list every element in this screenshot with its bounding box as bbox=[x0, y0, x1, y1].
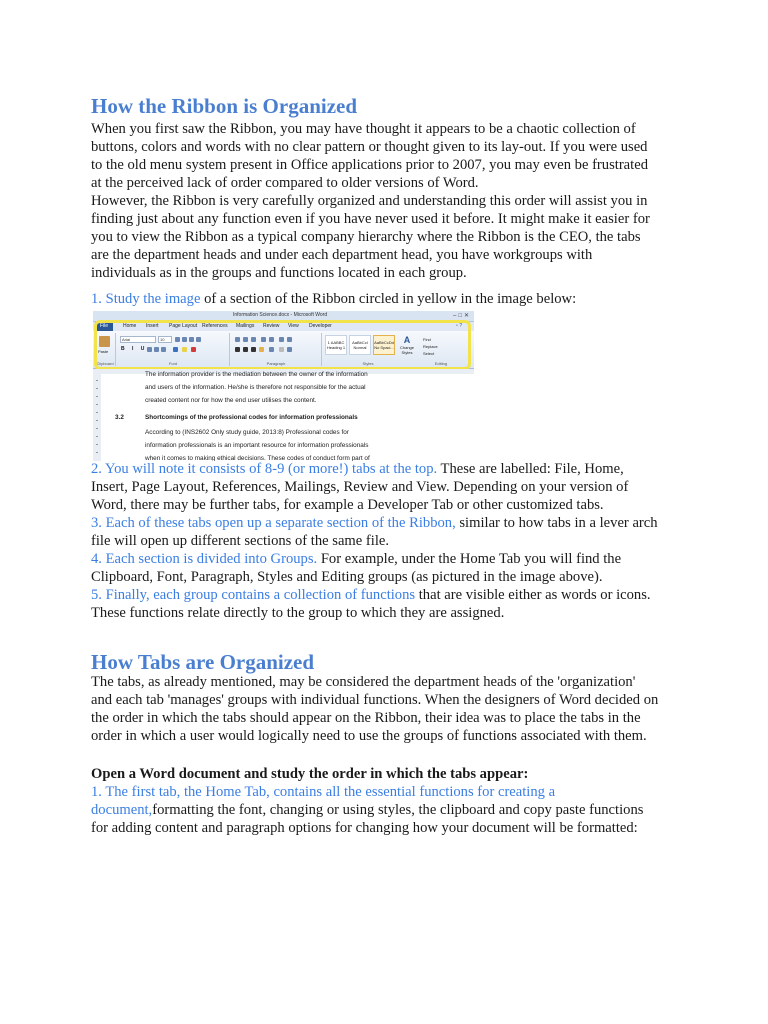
text-line: file will open up different sections of the same file. bbox=[91, 533, 390, 549]
step-2-text: These are labelled: File, Home, bbox=[437, 461, 624, 477]
style-name: Normal bbox=[353, 345, 367, 350]
style-name: No Spaci... bbox=[374, 345, 394, 350]
document-link[interactable]: document, bbox=[91, 802, 153, 818]
text-line: you to view the Ribbon as a typical company hierarchy where the Ribbon is the CEO, the tabs bbox=[91, 229, 641, 245]
step-3-link[interactable]: 3. Each of these tabs open up a separate section of the Ribbon, bbox=[91, 515, 456, 531]
text-line: individuals as in the groups and functions located in each group. bbox=[91, 265, 467, 281]
tab-mailings: Mailings bbox=[236, 323, 255, 329]
group-label: Paragraph bbox=[266, 361, 286, 366]
doc-line: and users of the information. He/she is therefore not responsible for the actual bbox=[145, 384, 366, 391]
text-line: are the department heads and under each department head, you have workgroups with bbox=[91, 247, 593, 263]
window-controls-icon: –□✕ bbox=[453, 313, 471, 319]
window-title: Information Science.docx - Microsoft Word bbox=[233, 312, 328, 318]
style-name: Heading 1 bbox=[326, 345, 346, 350]
doc-line: The information provider is the mediation between the owner of the information bbox=[145, 371, 368, 378]
text-line: the order in which the tabs should appear on the Ribbon, their idea was to place the tabs in the bbox=[91, 710, 641, 726]
paragraph-intro bbox=[91, 120, 650, 282]
tab-home: Home bbox=[123, 323, 137, 329]
text-line: buttons, colors and words with no clear pattern or thought given to its lay-out. If you were used bbox=[91, 139, 648, 155]
find-command: Find bbox=[423, 337, 431, 342]
text-line: However, the Ribbon is very carefully organized and understanding this order will assist you in bbox=[91, 193, 648, 209]
step-5-text: that are visible either as words or icons. bbox=[415, 587, 651, 603]
section-heading-tabs: How Tabs are Organized bbox=[91, 650, 315, 674]
text-line: for adding content and paragraph options for changing how your document will be formatted: bbox=[91, 820, 638, 836]
paragraph-tabs bbox=[91, 673, 658, 745]
group-label: Styles bbox=[362, 361, 374, 366]
text-line: formatting the font, changing or using styles, the clipboard and copy paste functions bbox=[152, 802, 644, 818]
font-name-field: Arial bbox=[120, 336, 156, 343]
doc-heading-number: 3.2 bbox=[115, 414, 124, 421]
text-line: When you first saw the Ribbon, you may have thought it appears to be a chaotic collection of bbox=[91, 121, 636, 137]
instruction-heading: Open a Word document and study the order in which the tabs appear: bbox=[91, 766, 529, 782]
bold-italic-underline-icon: B I U bbox=[121, 346, 148, 352]
change-styles-label: Change Styles bbox=[399, 345, 414, 355]
doc-line: According to (INS2602 Only study guide, 2013:8) Professional codes for bbox=[145, 429, 349, 436]
tab-developer: Developer bbox=[309, 323, 332, 329]
tab-insert: Insert bbox=[146, 323, 159, 329]
step-3-text: similar to how tabs in a lever arch bbox=[455, 515, 658, 531]
text-line: Clipboard, Font, Paragraph, Styles and Editing groups (as pictured in the image above). bbox=[91, 569, 603, 585]
tab-references: References bbox=[202, 323, 228, 329]
text-line: finding just about any function even if you have never used it before. It might make it easier for bbox=[91, 211, 650, 227]
tab-page-layout: Page Layout bbox=[169, 323, 198, 329]
text-line: and each tab 'manages' groups with individual functions. When the designers of Word decided on bbox=[91, 692, 659, 708]
home-tab-link[interactable]: 1. The first tab, the Home Tab, contains all the essential functions for creating a bbox=[91, 784, 556, 800]
group-label: Clipboard bbox=[96, 361, 114, 366]
text-line: These functions relate directly to the group to which they are assigned. bbox=[91, 605, 505, 621]
step-1 bbox=[91, 290, 576, 308]
style-sample: AaBbCcDd bbox=[374, 340, 394, 345]
tab-view: View bbox=[288, 323, 299, 329]
group-label: Editing bbox=[434, 361, 448, 366]
group-label: Font bbox=[168, 361, 177, 366]
step-1-link[interactable]: 1. Study the image bbox=[91, 291, 201, 307]
step-5-link[interactable]: 5. Finally, each group contains a collection of functions bbox=[91, 587, 416, 603]
doc-line: information professionals is an important resource for information professionals bbox=[145, 442, 369, 449]
tab-file: File bbox=[95, 322, 113, 331]
text-line: to the old menu system present in Office applications prior to 2007, you may even be frustrated bbox=[91, 157, 648, 173]
document-body bbox=[101, 371, 474, 461]
quick-access-toolbar bbox=[97, 313, 137, 318]
replace-command: Replace bbox=[423, 344, 438, 349]
instructions bbox=[91, 765, 643, 837]
highlight-circle bbox=[94, 320, 471, 370]
step-4-link[interactable]: 4. Each section is divided into Groups. bbox=[91, 551, 318, 567]
tab-review: Review bbox=[263, 323, 280, 329]
step-1-text: of a section of the Ribbon circled in yellow in the image below: bbox=[200, 291, 577, 307]
font-size-field: 10 bbox=[158, 336, 172, 343]
select-command: Select bbox=[423, 351, 435, 356]
paste-label: Paste bbox=[98, 349, 109, 354]
step-4-text: For example, under the Home Tab you will find the bbox=[317, 551, 622, 567]
text-line: The tabs, as already mentioned, may be considered the department heads of the 'organization' bbox=[91, 674, 636, 690]
text-line: Insert, Page Layout, References, Mailings, Review and View. Depending on your version of bbox=[91, 479, 629, 495]
section-heading-ribbon: How the Ribbon is Organized bbox=[91, 94, 358, 118]
word-ribbon-image bbox=[93, 311, 474, 461]
text-line: order in which a user would logically need to use the groups of functions associated with them. bbox=[91, 728, 647, 744]
text-line: at the perceived lack of order compared to older versions of Word. bbox=[91, 175, 479, 191]
text-line: Word, there may be further tabs, for example a Developer Tab or other customized tabs. bbox=[91, 497, 604, 513]
doc-heading: Shortcomings of the professional codes for information professionals bbox=[145, 414, 358, 421]
style-sample: AaBbCcI bbox=[352, 340, 368, 345]
doc-line: when it comes to making ethical decisions. These codes of conduct form part of bbox=[145, 455, 370, 461]
style-sample: 1 AABBC bbox=[327, 340, 345, 345]
step-2-link[interactable]: 2. You will note it consists of 8-9 (or more!) tabs at the top. bbox=[91, 461, 438, 477]
doc-line: created content nor for how the end user utilises the content. bbox=[145, 397, 317, 404]
steps-2-5 bbox=[91, 460, 658, 622]
change-styles-icon: A bbox=[403, 335, 411, 345]
help-icon: ◔ ? bbox=[455, 323, 463, 329]
